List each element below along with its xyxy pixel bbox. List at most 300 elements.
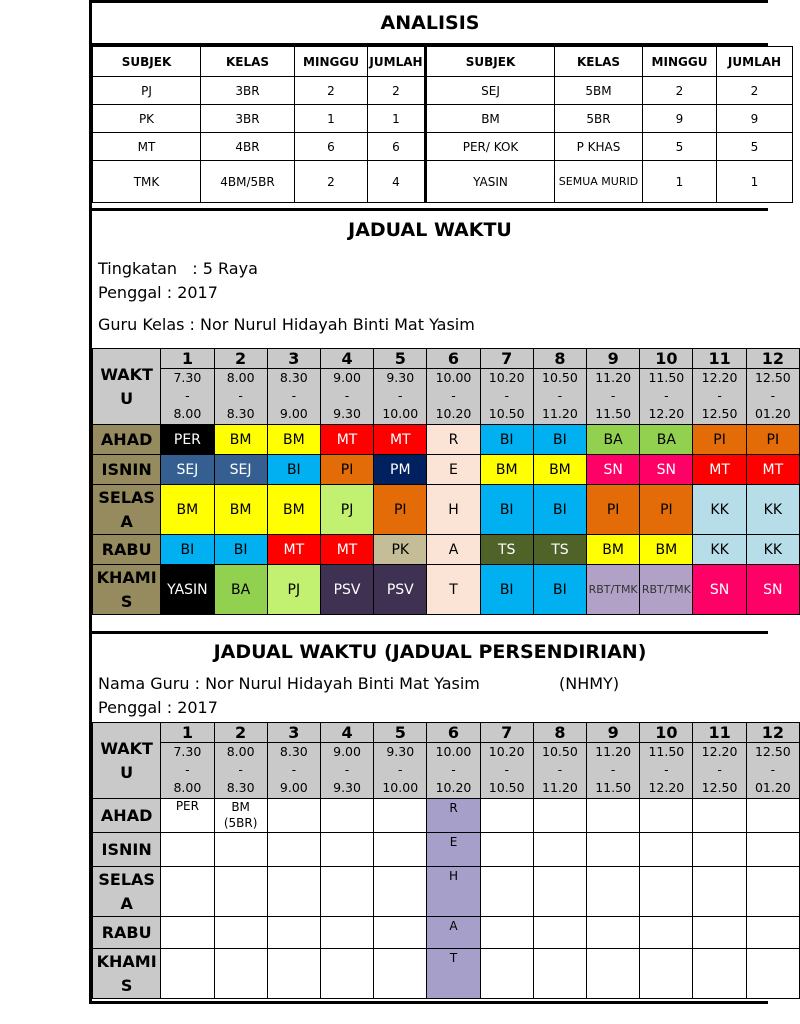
analisis-cell: 4 <box>368 161 426 203</box>
persendirian-period-number: 2 <box>214 723 267 743</box>
empty-cell <box>267 917 320 949</box>
analisis-cell: YASIN <box>426 161 555 203</box>
jadual-time-time-end: 12.50 <box>701 406 738 421</box>
empty-cell <box>587 867 640 917</box>
jadual-time-time-end: 9.30 <box>333 406 361 421</box>
subject-cell: PI <box>640 485 693 535</box>
empty-cell <box>746 799 799 833</box>
rehat-cell: T <box>427 949 480 999</box>
analisis-cell: PK <box>93 105 201 133</box>
persendirian-time-time-end: 9.30 <box>333 780 361 795</box>
subject-cell: PI <box>746 425 799 455</box>
jadual-time-time-start: 10.00 <box>435 370 472 385</box>
empty-cell <box>533 917 586 949</box>
persendirian-time-cell <box>746 743 799 799</box>
rehat-cell: E <box>427 833 480 867</box>
subject-cell: BM <box>267 485 320 535</box>
analisis-cell: 4BR <box>201 133 295 161</box>
jadual-row-isnin <box>93 455 800 485</box>
analisis-cell: PJ <box>93 77 201 105</box>
subject-cell: MT <box>374 425 427 455</box>
subject-cell: SN <box>746 565 799 615</box>
day-label: SELASA <box>93 867 161 917</box>
subject-cell: MT <box>320 535 373 565</box>
subject-cell: RBT/TMK <box>587 565 640 615</box>
penggal-label: Penggal : 2017 <box>98 283 218 302</box>
analisis-cell: 5 <box>717 133 793 161</box>
jadual-time-time-end: 10.50 <box>488 406 525 421</box>
persendirian-period-number: 10 <box>640 723 693 743</box>
persendirian-title: JADUAL WAKTU (JADUAL PERSENDIRIAN) <box>213 641 647 663</box>
jadual-time-time-start: 11.20 <box>595 370 632 385</box>
jadual-time-time-start: 8.00 <box>226 370 255 385</box>
jadual-waktu-label: WAKTU <box>93 349 161 425</box>
day-label: ISNIN <box>93 833 161 867</box>
subject-cell: PSV <box>320 565 373 615</box>
persendirian-time-time-sep: - <box>344 762 350 777</box>
subject-cell: PJ <box>267 565 320 615</box>
persendirian-time-time-end: 01.20 <box>754 780 791 795</box>
persendirian-period-number: 3 <box>267 723 320 743</box>
analisis-cell: 2 <box>295 161 368 203</box>
persendirian-time-time-sep: - <box>557 762 563 777</box>
jadual-time-cell <box>587 369 640 425</box>
day-label: SELASA <box>93 485 161 535</box>
subject-cell: MT <box>693 455 746 485</box>
empty-cell <box>374 949 427 999</box>
analisis-cell: SEJ <box>426 77 555 105</box>
jadual-time-time-start: 10.20 <box>488 370 525 385</box>
subject-cell: BM <box>640 535 693 565</box>
jadual-time-time-end: 11.50 <box>595 406 632 421</box>
empty-cell <box>533 867 586 917</box>
jadual-period-row <box>93 349 800 369</box>
subject-cell: BI <box>214 535 267 565</box>
persendirian-time-time-end: 9.00 <box>279 780 308 795</box>
persendirian-time-cell <box>533 743 586 799</box>
jadual-row-rabu <box>93 535 800 565</box>
persendirian-period-row <box>93 723 800 743</box>
jadual-period-number: 5 <box>374 349 427 369</box>
jadual-period-number: 7 <box>480 349 533 369</box>
persendirian-row-rabu <box>93 917 800 949</box>
analisis-cell: 3BR <box>201 77 295 105</box>
empty-cell <box>693 949 746 999</box>
empty-cell <box>214 867 267 917</box>
analisis-header-1: KELAS <box>201 47 295 77</box>
persendirian-waktu-label: WAKTU <box>93 723 161 799</box>
analisis-cell: 5BR <box>555 105 643 133</box>
analisis-cell: 9 <box>717 105 793 133</box>
persendirian-time-time-start: 8.00 <box>226 744 255 759</box>
persendirian-time-cell <box>693 743 746 799</box>
analisis-row <box>93 77 793 105</box>
analisis-cell: 2 <box>368 77 426 105</box>
subject-cell: H <box>427 485 480 535</box>
analisis-cell: PER/ KOK <box>426 133 555 161</box>
subject-cell: BM <box>267 425 320 455</box>
empty-cell <box>214 917 267 949</box>
jadual-time-cell <box>161 369 214 425</box>
jadual-time-time-end: 8.30 <box>226 406 255 421</box>
jadual-time-time-start: 9.30 <box>386 370 415 385</box>
jadual-time-cell <box>374 369 427 425</box>
persendirian-time-time-sep: - <box>291 762 297 777</box>
persendirian-time-time-end: 10.20 <box>435 780 472 795</box>
jadual-time-time-sep: - <box>770 388 776 403</box>
subject-cell: BM <box>214 425 267 455</box>
empty-cell <box>587 917 640 949</box>
subject-cell: YASIN <box>161 565 214 615</box>
subject-cell: BM <box>480 455 533 485</box>
subject-cell: SEJ <box>161 455 214 485</box>
tingkatan-label: Tingkatan : 5 Raya <box>98 259 258 278</box>
subject-cell: SEJ <box>214 455 267 485</box>
persendirian-period-number: 7 <box>480 723 533 743</box>
empty-cell <box>693 799 746 833</box>
jadual-time-time-sep: - <box>504 388 509 403</box>
jadual-time-time-end: 10.20 <box>435 406 472 421</box>
subject-cell: PM <box>374 455 427 485</box>
persendirian-time-time-sep: - <box>610 762 616 777</box>
persendirian-time-time-sep: - <box>664 762 669 777</box>
jadual-time-time-sep: - <box>398 388 403 403</box>
empty-cell <box>320 833 373 867</box>
subject-cell: MT <box>746 455 799 485</box>
analisis-cell: 2 <box>295 77 368 105</box>
jadual-time-time-end: 11.20 <box>542 406 578 421</box>
analisis-cell: 1 <box>643 161 717 203</box>
persendirian-row-selasa <box>93 867 800 917</box>
analisis-header-4: SUBJEK <box>426 47 555 77</box>
persendirian-time-time-start: 7.30 <box>173 744 202 759</box>
subject-cell: PI <box>374 485 427 535</box>
empty-cell <box>533 949 586 999</box>
analisis-cell: 5 <box>643 133 717 161</box>
persendirian-time-time-end: 11.20 <box>542 780 578 795</box>
penggal-persendirian-label: Penggal : 2017 <box>98 698 218 717</box>
subject-cell: BI <box>480 565 533 615</box>
empty-cell <box>587 799 640 833</box>
jadual-time-time-start: 11.50 <box>648 370 685 385</box>
persendirian-time-time-start: 11.20 <box>595 744 632 759</box>
analisis-cell: TMK <box>93 161 201 203</box>
persendirian-time-time-sep: - <box>238 762 243 777</box>
subject-cell: BI <box>267 455 320 485</box>
analisis-cell: 5BM <box>555 77 643 105</box>
rehat-cell: H <box>427 867 480 917</box>
jadual-time-time-end: 12.20 <box>648 406 685 421</box>
jadual-time-cell <box>480 369 533 425</box>
empty-cell <box>267 799 320 833</box>
jadual-period-number: 1 <box>161 349 214 369</box>
empty-cell <box>480 917 533 949</box>
jadual-time-row <box>93 369 800 425</box>
empty-cell <box>320 917 373 949</box>
empty-cell <box>320 867 373 917</box>
day-label: AHAD <box>93 425 161 455</box>
subject-cell: KK <box>693 485 746 535</box>
analisis-cell: 1 <box>295 105 368 133</box>
jadual-time-time-start: 9.00 <box>333 370 361 385</box>
persendirian-time-time-start: 10.50 <box>542 744 578 759</box>
analisis-header-3: JUMLAH <box>368 47 426 77</box>
persendirian-row-isnin <box>93 833 800 867</box>
jadual-row-selasa <box>93 485 800 535</box>
analisis-cell: 3BR <box>201 105 295 133</box>
persendirian-time-cell <box>161 743 214 799</box>
persendirian-time-cell <box>587 743 640 799</box>
jadual-period-number: 3 <box>267 349 320 369</box>
jadual-time-cell <box>214 369 267 425</box>
jadual-time-cell <box>427 369 480 425</box>
empty-cell <box>746 917 799 949</box>
analisis-row <box>93 133 793 161</box>
subject-cell: PI <box>320 455 373 485</box>
jadual-time-cell <box>320 369 373 425</box>
subject-cell: TS <box>533 535 586 565</box>
persendirian-period-number: 1 <box>161 723 214 743</box>
jadual-section <box>92 208 791 631</box>
jadual-time-time-end: 01.20 <box>754 406 791 421</box>
empty-cell <box>640 917 693 949</box>
subject-cell: BM <box>161 485 214 535</box>
persendirian-time-time-start: 8.30 <box>279 744 308 759</box>
jadual-period-number: 2 <box>214 349 267 369</box>
persendirian-time-row <box>93 743 800 799</box>
jadual-time-time-sep: - <box>664 388 669 403</box>
persendirian-time-time-start: 10.00 <box>435 744 472 759</box>
subject-cell: T <box>427 565 480 615</box>
subject-cell: KK <box>693 535 746 565</box>
jadual-time-time-sep: - <box>291 388 297 403</box>
subject-cell: PK <box>374 535 427 565</box>
persendirian-time-time-start: 9.00 <box>333 744 361 759</box>
guru-kelas-label: Guru Kelas : Nor Nurul Hidayah Binti Mat Yasim <box>98 315 475 334</box>
jadual-period-number: 6 <box>427 349 480 369</box>
analisis-cell: SEMUA MURID <box>555 161 643 203</box>
empty-cell <box>587 833 640 867</box>
jadual-time-time-sep: - <box>610 388 616 403</box>
subject-cell: BI <box>533 425 586 455</box>
empty-cell <box>533 833 586 867</box>
rehat-cell: A <box>427 917 480 949</box>
analisis-table <box>92 46 793 203</box>
jadual-time-time-sep: - <box>557 388 563 403</box>
jadual-time-time-end: 10.00 <box>382 406 419 421</box>
jadual-time-time-sep: - <box>238 388 243 403</box>
jadual-time-time-sep: - <box>344 388 350 403</box>
subject-cell: RBT/TMK <box>640 565 693 615</box>
analisis-header-5: KELAS <box>555 47 643 77</box>
rehat-cell: R <box>427 799 480 833</box>
subject-cell: BI <box>533 565 586 615</box>
persendirian-time-time-sep: - <box>185 762 190 777</box>
persendirian-entry: PER <box>161 799 214 833</box>
jadual-period-number: 10 <box>640 349 693 369</box>
persendirian-table <box>92 722 800 999</box>
jadual-time-cell <box>533 369 586 425</box>
persendirian-time-time-sep: - <box>398 762 403 777</box>
persendirian-time-time-end: 8.00 <box>173 780 202 795</box>
persendirian-period-number: 6 <box>427 723 480 743</box>
analisis-cell: P KHAS <box>555 133 643 161</box>
persendirian-time-time-end: 12.50 <box>701 780 738 795</box>
empty-cell <box>640 949 693 999</box>
analisis-header-row <box>93 47 793 77</box>
empty-cell <box>693 867 746 917</box>
empty-cell <box>480 799 533 833</box>
day-label: KHAMIS <box>93 949 161 999</box>
jadual-period-number: 12 <box>746 349 799 369</box>
jadual-time-time-sep: - <box>451 388 456 403</box>
analisis-cell: 6 <box>295 133 368 161</box>
persendirian-time-time-end: 12.20 <box>648 780 685 795</box>
subject-cell: R <box>427 425 480 455</box>
day-label: RABU <box>93 535 161 565</box>
jadual-period-number: 11 <box>693 349 746 369</box>
persendirian-time-time-start: 10.20 <box>488 744 525 759</box>
persendirian-time-time-sep: - <box>717 762 722 777</box>
analisis-cell: 1 <box>717 161 793 203</box>
persendirian-period-number: 11 <box>693 723 746 743</box>
empty-cell <box>320 799 373 833</box>
empty-cell <box>640 799 693 833</box>
analisis-title: ANALISIS <box>92 3 768 46</box>
empty-cell <box>214 833 267 867</box>
empty-cell <box>693 833 746 867</box>
empty-cell <box>161 917 214 949</box>
subject-cell: BI <box>161 535 214 565</box>
subject-cell: SN <box>640 455 693 485</box>
analisis-cell: 9 <box>643 105 717 133</box>
empty-cell <box>267 867 320 917</box>
analisis-header-7: JUMLAH <box>717 47 793 77</box>
day-label: ISNIN <box>93 455 161 485</box>
subject-cell: BA <box>640 425 693 455</box>
subject-cell: SN <box>587 455 640 485</box>
persendirian-time-cell <box>267 743 320 799</box>
persendirian-time-time-end: 10.50 <box>488 780 525 795</box>
jadual-time-time-end: 9.00 <box>279 406 308 421</box>
analisis-cell: 6 <box>368 133 426 161</box>
subject-cell: PJ <box>320 485 373 535</box>
kod-label: (NHMY) <box>559 674 620 693</box>
empty-cell <box>693 917 746 949</box>
day-label: AHAD <box>93 799 161 833</box>
persendirian-period-number: 5 <box>374 723 427 743</box>
subject-cell: BM <box>214 485 267 535</box>
jadual-time-time-start: 12.20 <box>701 370 738 385</box>
jadual-title: JADUAL WAKTU <box>348 219 512 241</box>
persendirian-time-time-sep: - <box>451 762 456 777</box>
analisis-cell: 1 <box>368 105 426 133</box>
jadual-table <box>92 348 800 615</box>
empty-cell <box>374 917 427 949</box>
persendirian-time-cell <box>214 743 267 799</box>
jadual-time-cell <box>746 369 799 425</box>
persendirian-time-time-end: 8.30 <box>226 780 255 795</box>
subject-cell: BA <box>587 425 640 455</box>
subject-cell: TS <box>480 535 533 565</box>
subject-cell: MT <box>320 425 373 455</box>
empty-cell <box>587 949 640 999</box>
jadual-time-time-sep: - <box>185 388 190 403</box>
jadual-period-number: 8 <box>533 349 586 369</box>
empty-cell <box>214 949 267 999</box>
subject-cell: BM <box>587 535 640 565</box>
analisis-cell: 2 <box>643 77 717 105</box>
jadual-time-time-start: 7.30 <box>173 370 202 385</box>
empty-cell <box>480 833 533 867</box>
persendirian-row-khamis <box>93 949 800 999</box>
jadual-time-cell <box>267 369 320 425</box>
empty-cell <box>374 833 427 867</box>
empty-cell <box>640 867 693 917</box>
persendirian-time-cell <box>320 743 373 799</box>
day-label: KHAMIS <box>93 565 161 615</box>
persendirian-time-time-end: 10.00 <box>382 780 419 795</box>
jadual-time-cell <box>693 369 746 425</box>
empty-cell <box>480 867 533 917</box>
subject-cell: KK <box>746 485 799 535</box>
persendirian-time-time-sep: - <box>504 762 509 777</box>
subject-cell: PI <box>693 425 746 455</box>
analisis-cell: BM <box>426 105 555 133</box>
subject-cell: SN <box>693 565 746 615</box>
empty-cell <box>746 833 799 867</box>
persendirian-time-time-start: 9.30 <box>386 744 415 759</box>
subject-cell: PI <box>587 485 640 535</box>
timetable-page <box>89 0 791 1004</box>
persendirian-entry: BM (5BR) <box>214 799 267 833</box>
subject-cell: BI <box>533 485 586 535</box>
empty-cell <box>374 799 427 833</box>
jadual-row-khamis <box>93 565 800 615</box>
jadual-time-time-start: 12.50 <box>754 370 791 385</box>
analisis-header-2: MINGGU <box>295 47 368 77</box>
subject-cell: BI <box>480 425 533 455</box>
subject-cell: PER <box>161 425 214 455</box>
analisis-header-0: SUBJEK <box>93 47 201 77</box>
empty-cell <box>161 867 214 917</box>
persendirian-time-cell <box>374 743 427 799</box>
jadual-time-time-end: 8.00 <box>173 406 202 421</box>
empty-cell <box>267 949 320 999</box>
persendirian-time-time-start: 11.50 <box>648 744 685 759</box>
jadual-time-time-sep: - <box>717 388 722 403</box>
jadual-time-time-start: 8.30 <box>279 370 308 385</box>
subject-cell: BM <box>533 455 586 485</box>
empty-cell <box>480 949 533 999</box>
empty-cell <box>746 867 799 917</box>
subject-cell: KK <box>746 535 799 565</box>
subject-cell: MT <box>267 535 320 565</box>
jadual-time-time-start: 10.50 <box>542 370 578 385</box>
analisis-cell: MT <box>93 133 201 161</box>
persendirian-period-number: 4 <box>320 723 373 743</box>
empty-cell <box>267 833 320 867</box>
jadual-period-number: 4 <box>320 349 373 369</box>
subject-cell: PSV <box>374 565 427 615</box>
subject-cell: E <box>427 455 480 485</box>
persendirian-time-time-start: 12.50 <box>754 744 791 759</box>
persendirian-time-cell <box>480 743 533 799</box>
empty-cell <box>161 949 214 999</box>
jadual-row-ahad <box>93 425 800 455</box>
subject-cell: A <box>427 535 480 565</box>
empty-cell <box>533 799 586 833</box>
